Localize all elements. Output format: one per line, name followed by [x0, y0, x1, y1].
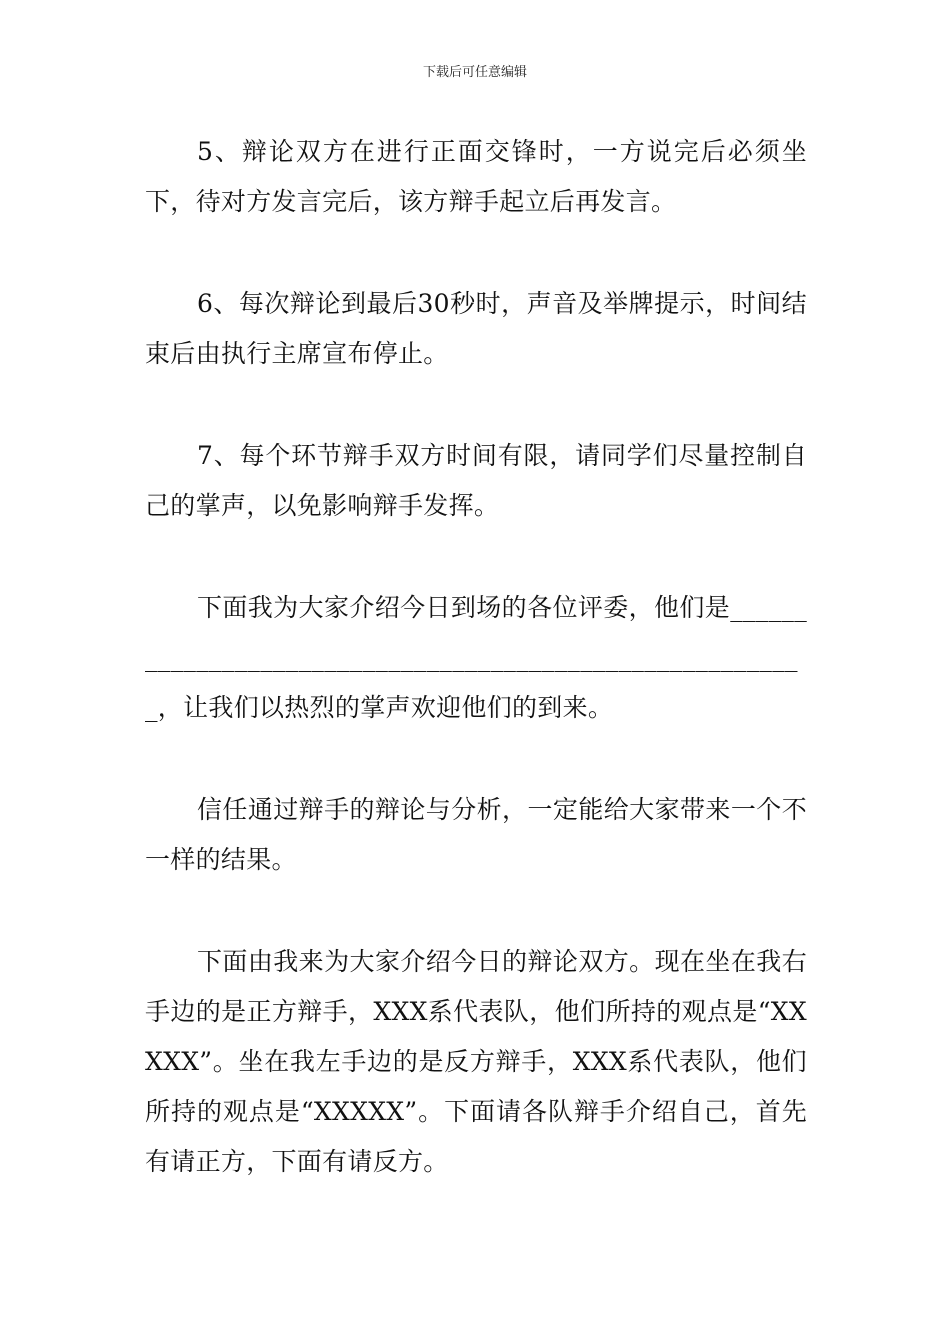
paragraph-judges-intro: 下面我为大家介绍今日到场的各位评委，他们是__________________________________________________________，让我们以热烈的掌声欢迎他们的到来。 [145, 593, 807, 722]
paragraph-rule-5: 5、辩论双方在进行正面交锋时，一方说完后必须坐下，待对方发言完后，该方辩手起立后再发言。 [145, 137, 807, 216]
document-body [145, 127, 807, 1239]
paragraph-teams-intro: 下面由我来为大家介绍今日的辩论双方。现在坐在我右手边的是正方辩手，XXX系代表队，他们所持的观点是“XXXXX”。坐在我左手边的是反方辩手，XXX系代表队，他们所持的观点是“XXXXX”。下面请各队辩手介绍自己，首先有请正方，下面有请反方。 [145, 947, 807, 1176]
paragraph-trust: 信任通过辩手的辩论与分析，一定能给大家带来一个不一样的结果。 [145, 795, 807, 874]
page-header: 下载后可任意编辑 [422, 65, 527, 80]
paragraph-rule-7: 7、每个环节辩手双方时间有限，请同学们尽量控制自己的掌声，以免影响辩手发挥。 [145, 441, 807, 520]
paragraph-rule-6: 6、每次辩论到最后30秒时，声音及举牌提示，时间结束后由执行主席宣布停止。 [145, 289, 807, 368]
